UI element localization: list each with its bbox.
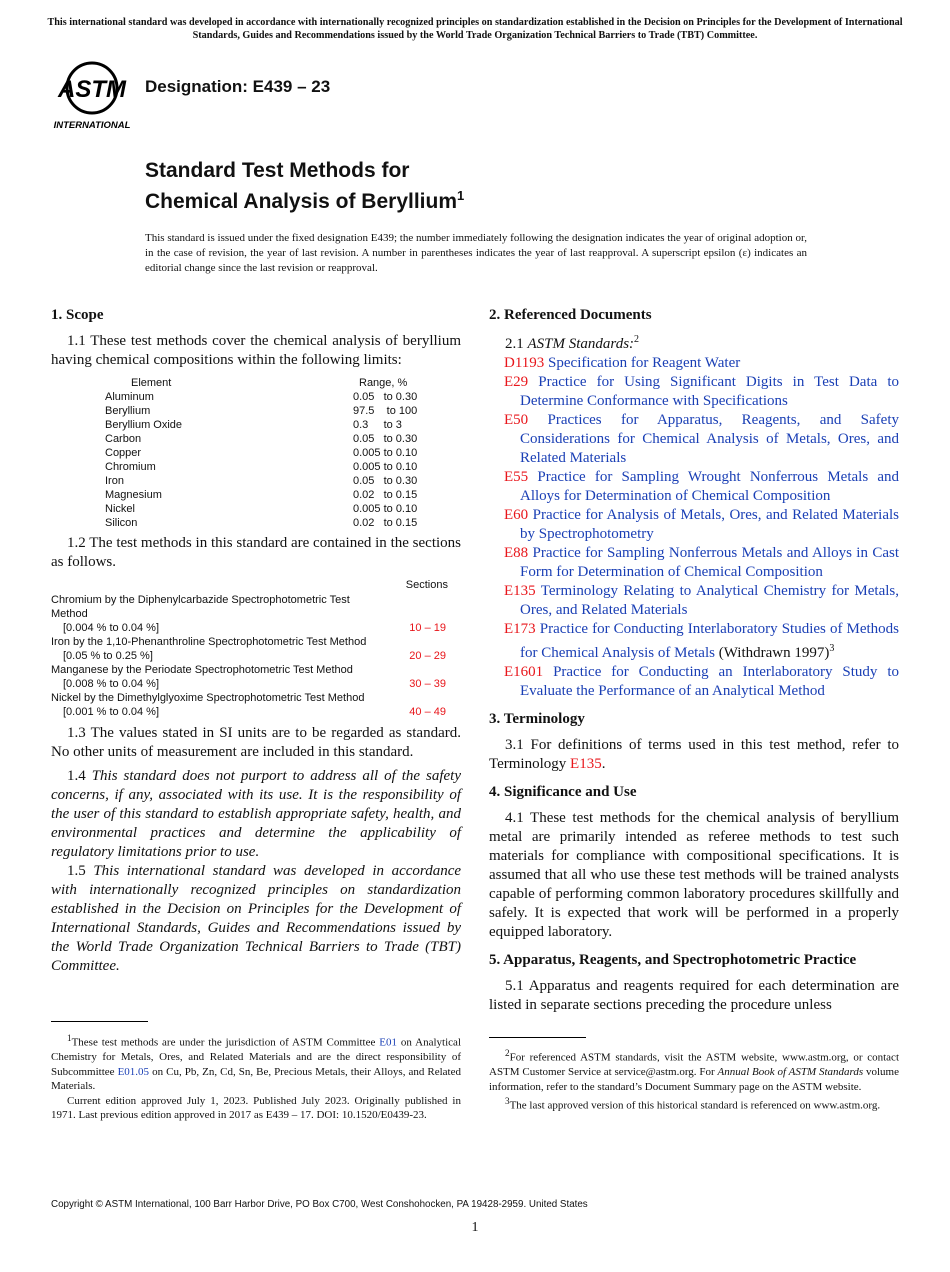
right-column (489, 306, 899, 1015)
apparatus-heading: 5. Apparatus, Reagents, and Spectrophotometric Practice (489, 952, 857, 968)
scope-1-2: 1.2 The test methods in this standard are contained in the sections as follows. (51, 535, 461, 570)
reference-item[interactable]: E173 Practice for Conducting Interlaboratory Studies of Methods for Chemical Analysis of Metals (Withdrawn 1997)$^3$ (504, 621, 899, 661)
table-head-range: Range, % (359, 377, 408, 389)
table-row: Carbon 0.05 to 0.30 (105, 433, 418, 445)
page-number: 1 (471, 1220, 479, 1235)
reference-item[interactable]: E88 Practice for Sampling Nonferrous Metals and Alloys in Cast Form for Determination of Chemical Composition (504, 545, 899, 580)
methods-table (51, 578, 461, 719)
terminology-heading: 3. Terminology (489, 711, 585, 727)
logo-subtext: INTERNATIONAL (53, 120, 131, 131)
significance-4-1: 4.1 These test methods for the chemical analysis of beryllium metal are primarily intended as referee methods to test such materials for compliance with compositional specifications. It is assumed that all who use these test methods will be trained analysts capable of performing common laboratory procedures skillfully and safely. It is expected that work will be performed in a properly equipped laboratory. (489, 810, 899, 940)
table-row: Chromium 0.005 to 0.10 (105, 461, 418, 473)
apparatus-5-1: 5.1 Apparatus and reagents required for each determination are listed in separate sections preceding the procedure unless (489, 978, 899, 1013)
scope-1-4: 1.4 This standard does not purport to address all of the safety concerns, if any, associated with its use. It is the responsibility of the user of this standard to establish appropriate safety, health, and environmental practices and determine the applicability of regulatory limitations prior to use. (51, 768, 462, 860)
designation: Designation: E439 – 23 (145, 77, 331, 96)
subcommittee-link[interactable]: E01.05 (117, 1065, 150, 1078)
table-row: Aluminum 0.05 to 0.30 (105, 391, 418, 403)
footnote-rule-right (489, 1037, 586, 1038)
issued-note: This standard is issued under the fixed designation E439; the number immediately following the designation indicates the year of original adoption or, in the case of revision, the year of last revision. A number in parentheses indicates the year of last reapproval. A superscript epsilon (ε) indicates an editorial change since the last revision or reapproval. (145, 232, 807, 274)
table-row: Beryllium Oxide 0.3 to 3 (105, 419, 402, 431)
scope-heading: 1. Scope (51, 307, 104, 323)
table-head-element: Element (131, 377, 172, 389)
footnote-3: $^3$The last approved version of this historical standard is referenced on www.astm.org. (505, 1096, 881, 1112)
terminology-3-1: 3.1 For definitions of terms used in this test method, refer to Terminology E135. (489, 737, 899, 772)
table-row: Magnesium 0.02 to 0.15 (105, 489, 418, 501)
sections-head: Sections (405, 579, 448, 591)
table-row: Iron 0.05 to 0.30 (105, 475, 418, 487)
scope-1-5: 1.5 This international standard was developed in accordance with internationally recognized principles on standardization established in the Decision on Principles for the Development of International Standards, Guides and Recommendations issued by the World Trade Organization Technical Barriers to Trade (TBT) Committee. (51, 863, 462, 974)
reference-item[interactable]: E50 Practices for Apparatus, Reagents, and Safety Considerations for Chemical Analysis of Metals, Ores, and Related Materials (504, 412, 900, 466)
committee-link[interactable]: E01 (379, 1036, 398, 1049)
footnote-1: $^1$These test methods are under the jurisdiction of ASTM Committee E01 on Analytical Chemistry for Metals, Ores, and Related Materials and are the direct responsibility of Subcommittee E01.05 on Cu, Pb, Zn, Cd, Sn, Be, Precious Metals, their Alloys, and Related Materials. (51, 1033, 461, 1093)
edition-note: Current edition approved July 1, 2023. Published July 2023. Originally published in 1971. Last previous edition approved in 2017 as E439 – 17. DOI: 10.1520/E0439-23. (51, 1094, 461, 1122)
title-line-2: Chemical Analysis of Beryllium (145, 190, 457, 213)
title-footnote-ref: 1 (457, 188, 465, 203)
reference-item[interactable]: E1601 Practice for Conducting an Interlaboratory Study to Evaluate the Performance of an Analytical Method (504, 664, 899, 699)
footnote-2: $^2$For referenced ASTM standards, visit the ASTM website, www.astm.org, or contact ASTM Customer Service at service@astm.org. For Annual Book of ASTM Standards volume information, refer to the standard’s Document Summary page on the ASTM website. (489, 1048, 899, 1093)
scope-1-3: 1.3 The values stated in SI units are to be regarded as standard. No other units of measurement are included in this standard. (51, 725, 461, 760)
element-range-table (105, 376, 417, 530)
method-row: Iron by the 1,10-Phenanthroline Spectrophotometric Test Method [0.05 % to 0.25 %] 20 – 29 (51, 636, 446, 662)
logo-text: ASTM (58, 76, 126, 103)
table-row: Nickel 0.005 to 0.10 (105, 503, 418, 515)
title-line-1: Standard Test Methods for (145, 159, 410, 182)
method-row: Manganese by the Periodate Spectrophotometric Test Method [0.008 % to 0.04 %] 30 – 39 (51, 664, 446, 690)
astm-logo (52, 56, 134, 132)
reference-item[interactable]: E55 Practice for Sampling Wrought Nonferrous Metals and Alloys for Determination of Chemical Composition (504, 469, 899, 504)
table-row: Copper 0.005 to 0.10 (105, 447, 418, 459)
reference-item[interactable]: E60 Practice for Analysis of Metals, Ores, and Related Materials by Spectrophotometry (504, 507, 900, 542)
reference-item[interactable]: E29 Practice for Using Significant Digits in Test Data to Determine Conformance with Specifications (504, 374, 899, 409)
tbt-notice: This international standard was developed in accordance with internationally recognized principles on standardization established in the Decision on Principles for the Development of International Standards, Guides and Recommendations issued by the World Trade Organization Technical Barriers to Trade (TBT) Committee. (47, 17, 903, 41)
left-column (51, 306, 461, 976)
references-heading: 2. Referenced Documents (489, 307, 652, 323)
significance-heading: 4. Significance and Use (489, 784, 637, 800)
reference-item[interactable]: E135 Terminology Relating to Analytical Chemistry for Metals, Ores, and Related Materials (504, 583, 899, 618)
reference-item[interactable]: D1193 Specification for Reagent Water (504, 355, 741, 371)
table-row: Beryllium 97.5 to 100 (105, 405, 418, 417)
method-row: Chromium by the Diphenylcarbazide Spectrophotometric Test Method [0.004 % to 0.04 %] 10 – 19 (51, 594, 446, 634)
scope-1-1: 1.1 These test methods cover the chemical analysis of beryllium having chemical compositions within the following limits: (51, 333, 461, 368)
method-row: Nickel by the Dimethylglyoxime Spectrophotometric Test Method [0.001 % to 0.04 %] 40 – 49 (51, 692, 446, 718)
table-row: Silicon 0.02 to 0.15 (105, 517, 418, 529)
footnote-rule-left (51, 1021, 148, 1022)
astm-standards-intro: 2.1 ASTM Standards:$^2$ (505, 334, 640, 352)
page-title (145, 158, 464, 214)
terminology-link[interactable]: E135 (570, 756, 602, 772)
footnotes-right (489, 1046, 899, 1113)
footnotes-left (51, 1031, 461, 1123)
copyright: Copyright © ASTM International, 100 Barr Harbor Drive, PO Box C700, West Conshohocken, PA 19428-2959. United States (51, 1199, 588, 1210)
